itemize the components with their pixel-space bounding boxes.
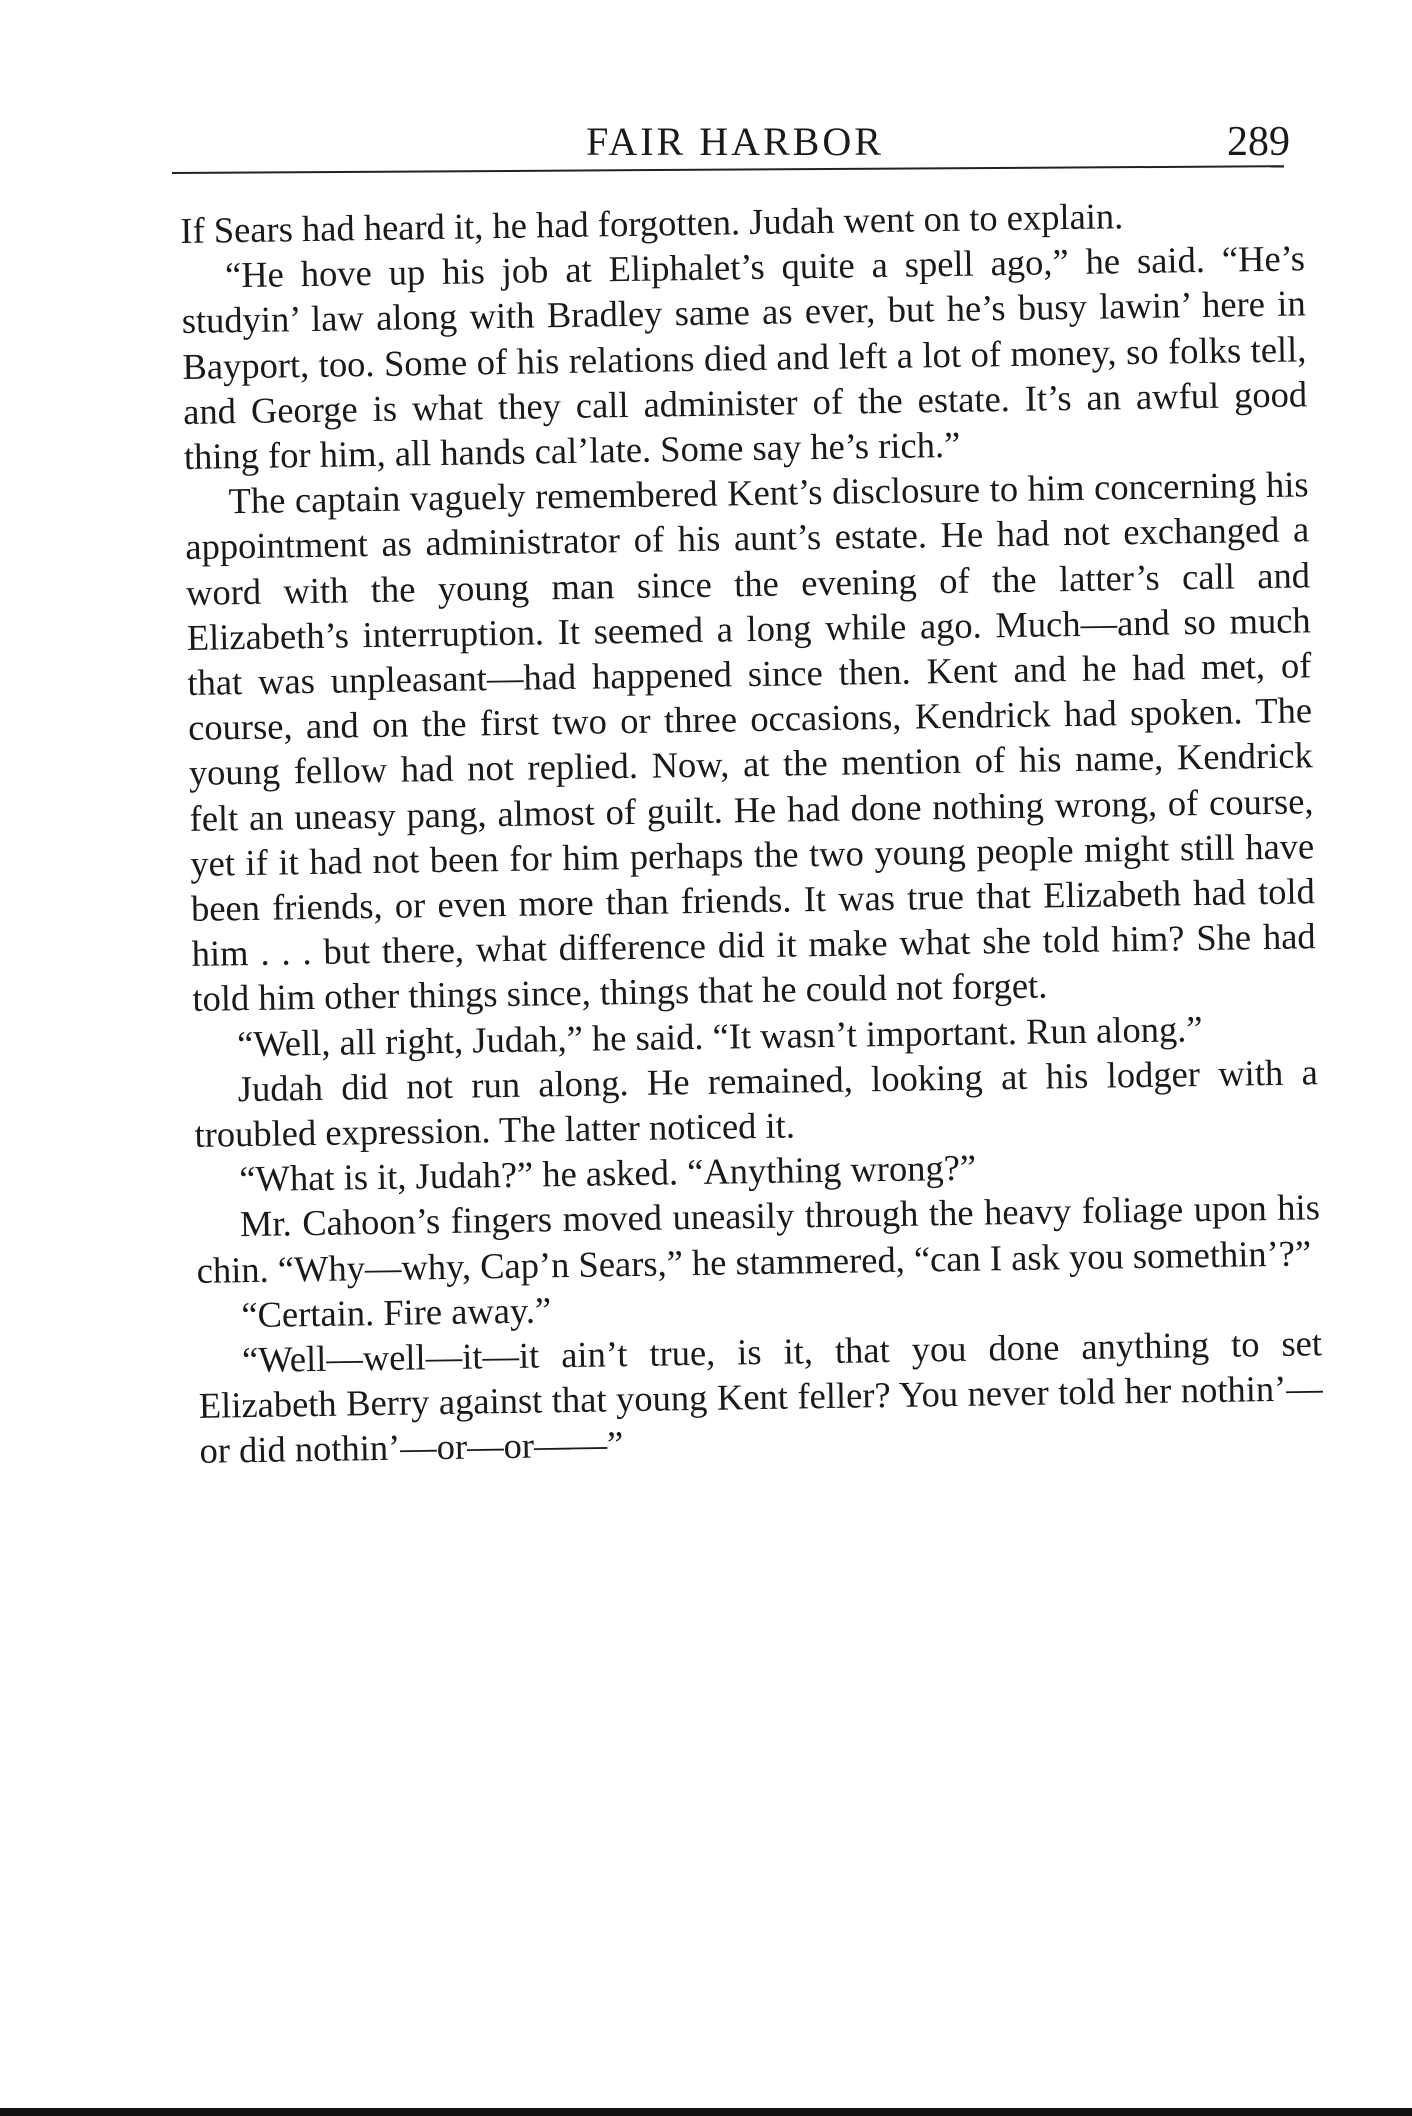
paragraph: “Well, all right, Judah,” he said. “It wasn’t important. Run along.”	[236, 1007, 1203, 1064]
paragraph: “Well—well—it—it ain’t true, is it, that you done anything to set Elizabeth Berry against that young Kent feller? You never told her nothin’—or did nothin’—or—or——”	[198, 1322, 1323, 1472]
paragraph: Mr. Cahoon’s fingers moved uneasily through the heavy foliage upon his chin. “Why—why, Cap’n Sears,” he stammered, “can I ask you somethin’?”	[196, 1186, 1321, 1291]
page-number: 289	[1227, 119, 1290, 165]
paragraph: “He hove up his job at Eliphalet’s quite a spell ago,” he said. “He’s studyin’ law along with Bradley same as ever, but he’s busy lawin’ here in Bayport, too. Some of his relations died and left a lot of money, so folks tell, and George is what they call administer of the estate. It’s an awful good thing for him, all hands cal’late. Some say he’s rich.”	[181, 237, 1308, 477]
scan-edge-bar	[0, 2108, 1412, 2116]
body-text	[180, 190, 1324, 1473]
running-title: FAIR HARBOR	[586, 119, 884, 164]
paragraph: “What is it, Judah?” he asked. “Anything wrong?”	[238, 1146, 977, 1200]
paragraph: Judah did not run along. He remained, looking at his lodger with a troubled expression. The latter noticed it.	[194, 1051, 1319, 1155]
paragraph: “Certain. Fire away.”	[241, 1289, 552, 1336]
paragraph: The captain vaguely remembered Kent’s disclosure to him concerning his appointment as administrator of his aunt’s estate. He had not exchanged a word with the young man since the evening of the latter’s call and Elizabeth’s interruption. It seemed a long while ago. Much—and so much that was unpleasant—had happened since then. Kent and he had met, of course, and on the first two or three occasions, Kendrick had spoken. The young fellow had not replied. Now, at the mention of his name, Kendrick felt an uneasy pang, almost of guilt. He had done nothing wrong, of course, yet if it had not been for him perhaps the two young people might still have been friends, or even more than friends. It was true that Elizabeth had told him . . . but there, what difference did it make what she told him? She had told him other things since, things that he could not forget.	[185, 463, 1316, 1020]
paragraph: If Sears had heard it, he had forgotten. Judah went on to explain.	[180, 195, 1124, 251]
